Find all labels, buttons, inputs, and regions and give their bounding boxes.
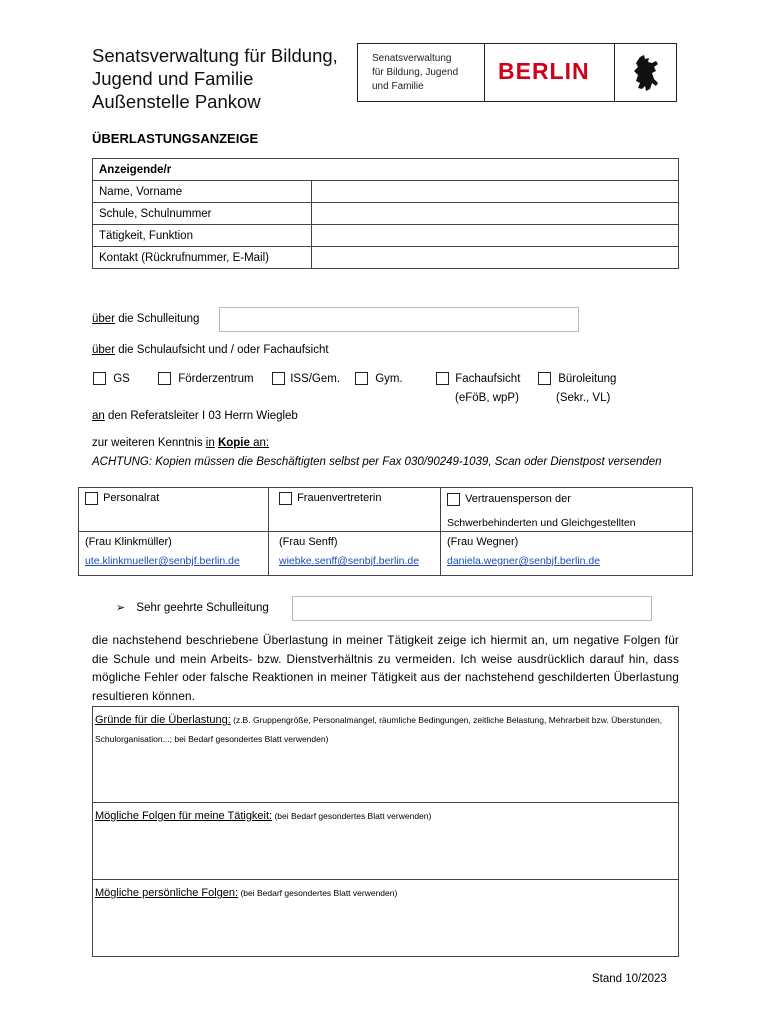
checkbox-fachaufsicht[interactable] [436, 372, 449, 385]
via-text-1: die Schulleitung [115, 313, 200, 325]
school-management-input[interactable] [219, 307, 579, 332]
label-name: Name, Vorname [93, 181, 312, 203]
arrow-bullet-icon: ➢ [116, 602, 126, 614]
referat-text: den Referatsleiter I 03 Herrn Wiegleb [104, 410, 298, 422]
agency-title [92, 44, 338, 113]
copy-warning: ACHTUNG: Kopien müssen die Beschäftigten selbst per Fax 030/90249-1039, Scan oder Dienstpost versenden [92, 456, 662, 468]
input-name[interactable] [312, 181, 679, 203]
copy-an: an: [249, 437, 270, 449]
item-foerderzentrum [158, 372, 254, 385]
label-fachaufsicht-sub: (eFöB, wpP) [455, 392, 519, 404]
checkbox-foerderzentrum[interactable] [158, 372, 171, 385]
consequences-work-heading: Mögliche Folgen für meine Tätigkeit: [95, 810, 273, 822]
logo-agency-name [372, 52, 458, 94]
greeting-text: Sehr geehrte Schulleitung [136, 602, 269, 614]
document-title: ÜBERLASTUNGSANZEIGE [92, 131, 259, 146]
person-vertrauensperson: (Frau Wegner) [447, 536, 519, 548]
personal-consequences-box[interactable] [92, 880, 679, 957]
reasons-heading: Gründe für die Überlastung: [95, 714, 231, 726]
checkbox-iss[interactable] [272, 372, 285, 385]
contact-person-3 [441, 532, 693, 576]
copy-kopie: Kopie [217, 437, 250, 449]
label-gs: GS [113, 372, 130, 385]
checkbox-personalrat[interactable] [85, 492, 98, 505]
reasons-label [95, 711, 674, 749]
input-function[interactable] [312, 225, 679, 247]
copy-line [92, 437, 269, 449]
email-personalrat[interactable]: ute.klinkmueller@senbjf.berlin.de [85, 555, 240, 567]
checkbox-gym[interactable] [355, 372, 368, 385]
personal-consequences-label [95, 884, 674, 903]
personal-consequences-heading: Mögliche persönliche Folgen: [95, 887, 239, 899]
label-foerderzentrum: Förderzentrum [178, 372, 254, 385]
copy-text: zur weiteren Kenntnis [92, 437, 206, 449]
label-bueroleitung: Büroleitung [558, 372, 617, 385]
input-school[interactable] [312, 203, 679, 225]
label-bueroleitung-sub: (Sekr., VL) [556, 392, 611, 404]
berlin-bear-icon [628, 53, 666, 93]
referat-line [92, 410, 298, 422]
checkbox-vertrauensperson[interactable] [447, 493, 460, 506]
greeting-line [116, 601, 269, 614]
agency-title-line-2: Jugend und Familie [92, 68, 254, 89]
declaration-paragraph: die nachstehend beschriebene Überlastung in meiner Tätigkeit zeige ich hiermit an, um negative Folgen für die Schule und mein Arbeits- bzw. Dienstverhältnis zu vermeiden. Ich weise ausdrücklich darauf hin, dass mögliche Fehler oder falsche Reaktionen in meiner Tätigkeit aus der nachstehend geschilderten Überlastung resultieren können. [92, 633, 679, 703]
label-fachaufsicht: Fachaufsicht [455, 372, 521, 385]
reporter-table [92, 158, 679, 269]
email-vertrauensperson[interactable]: daniela.wegner@senbjf.berlin.de [447, 555, 601, 567]
email-frauenvertreterin[interactable]: wiebke.senff@senbjf.berlin.de [279, 555, 420, 567]
supervision-checkbox-row [93, 372, 130, 385]
logo-line-2: für Bildung, Jugend [372, 67, 459, 78]
via-prefix-1: über [92, 313, 116, 325]
copy-in: in [205, 437, 215, 449]
label-vertrauensperson-2: Schwerbehinderten und Gleichgestellten [447, 517, 636, 529]
consequences-work-box[interactable] [92, 803, 679, 880]
checkbox-gs[interactable] [93, 372, 106, 385]
input-contact[interactable] [312, 247, 679, 269]
contact-cell-vertrauensperson [441, 488, 693, 532]
via-text-2: die Schulaufsicht und / oder Fachaufsicht [115, 344, 329, 356]
reporter-heading: Anzeigende/r [93, 159, 679, 181]
berlin-logo [357, 43, 677, 102]
label-personalrat: Personalrat [103, 492, 160, 505]
reasons-hint: (z.B. Gruppengröße, Personalmangel, räumliche Bedingungen, zeitliche Belastung, Mehrarbeit bzw. Überstunden, Schulorganisation...; bei Bedarf gesondertes Blatt verwenden) [95, 715, 663, 744]
contact-cell-personalrat [79, 488, 269, 532]
personal-consequences-hint: (bei Bedarf gesondertes Blatt verwenden) [238, 888, 398, 898]
person-personalrat: (Frau Klinkmüller) [85, 536, 172, 548]
label-contact: Kontakt (Rückrufnummer, E-Mail) [93, 247, 312, 269]
label-frauenvertreterin: Frauenvertreterin [297, 492, 382, 505]
via-prefix-2: über [92, 344, 116, 356]
consequences-work-label [95, 807, 674, 826]
item-gym [355, 372, 403, 385]
contact-cell-frauenvertreterin [269, 488, 441, 532]
label-iss: ISS/Gem. [290, 372, 341, 385]
logo-line-3: und Familie [372, 81, 424, 92]
item-fachaufsicht [436, 372, 520, 385]
label-vertrauensperson: Vertrauensperson der [465, 493, 571, 505]
via-school-management [92, 313, 199, 325]
contacts-table [78, 487, 693, 576]
consequences-work-hint: (bei Bedarf gesondertes Blatt verwenden) [272, 811, 432, 821]
greeting-input[interactable] [292, 596, 652, 621]
contact-person-1 [79, 532, 269, 576]
item-bueroleitung [538, 372, 616, 385]
checkbox-bueroleitung[interactable] [538, 372, 551, 385]
label-school: Schule, Schulnummer [93, 203, 312, 225]
footer-version: Stand 10/2023 [592, 973, 667, 985]
person-frauenvertreterin: (Frau Senff) [279, 536, 338, 548]
referat-prefix: an [92, 410, 105, 422]
label-function: Tätigkeit, Funktion [93, 225, 312, 247]
via-supervision [92, 344, 329, 356]
logo-berlin-wordmark: BERLIN [498, 58, 590, 84]
reasons-box[interactable] [92, 706, 679, 803]
item-iss [272, 372, 340, 385]
label-gym: Gym. [375, 372, 403, 385]
checkbox-frauenvertreterin[interactable] [279, 492, 292, 505]
agency-title-line-3: Außenstelle Pankow [92, 91, 261, 112]
logo-line-1: Senatsverwaltung [372, 53, 452, 64]
contact-person-2 [269, 532, 441, 576]
agency-title-line-1: Senatsverwaltung für Bildung, [92, 45, 338, 66]
